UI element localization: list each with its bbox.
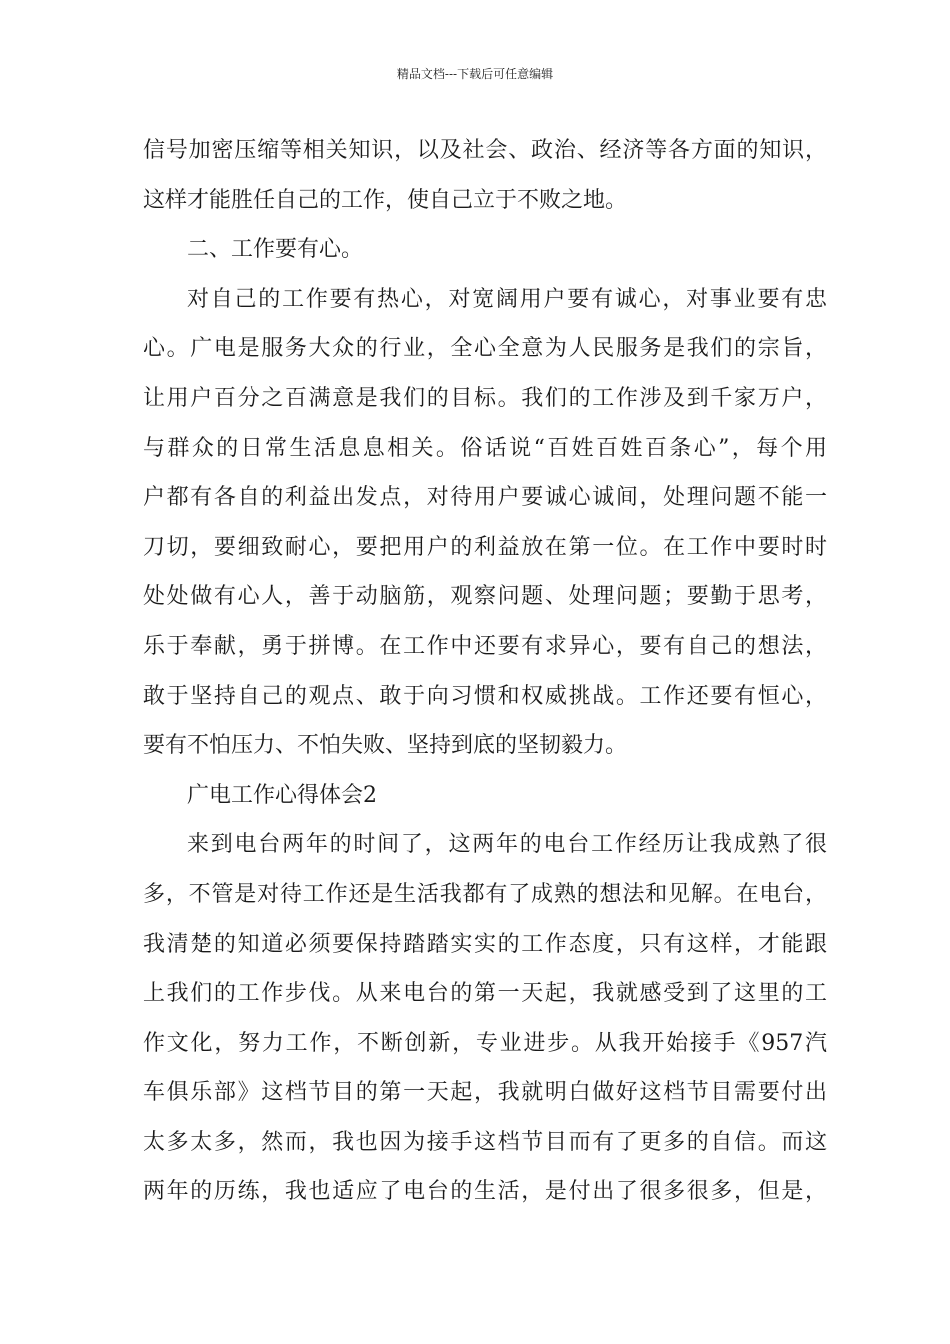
text-line: 刀切，要细致耐心，要把用户的利益放在第一位。在工作中要时时 (143, 534, 827, 560)
text-line: 来到电台两年的时间了，这两年的电台工作经历让我成熟了很 (187, 832, 827, 858)
paragraph (143, 820, 827, 1217)
text-line: 多，不管是对待工作还是生活我都有了成熟的想法和见解。在电台， (143, 881, 827, 907)
text-line: 乐于奉献，勇于拼博。在工作中还要有求异心，要有自己的想法， (143, 633, 827, 659)
text-line: 广电工作心得体会2 (187, 782, 377, 808)
document-body (143, 126, 827, 1217)
text-line: 二、工作要有心。 (187, 237, 364, 263)
text-line: 我清楚的知道必须要保持踏踏实实的工作态度，只有这样，才能跟 (143, 931, 827, 957)
text-line: 让用户百分之百满意是我们的目标。我们的工作涉及到千家万户， (143, 385, 827, 411)
page-header: 精品文档---下载后可任意编辑 (396, 67, 554, 81)
text-line: 对自己的工作要有热心，对宽阔用户要有诚心，对事业要有忠 (187, 286, 827, 312)
text-line: 信号加密压缩等相关知识，以及社会、政治、经济等各方面的知识， (143, 138, 827, 163)
text-line: 两年的历练，我也适应了电台的生活，是付出了很多很多，但是， (143, 1179, 827, 1205)
text-line: 这样才能胜任自己的工作，使自己立于不败之地。 (143, 187, 628, 213)
text-line: 户都有各自的利益出发点，对待用户要诚心诚间，处理问题不能一 (143, 485, 827, 511)
paragraph (143, 275, 827, 771)
text-line: 太多太多，然而，我也因为接手这档节目而有了更多的自信。而这 (143, 1129, 827, 1155)
section-heading (143, 225, 827, 275)
text-line: 上我们的工作步伐。从来电台的第一天起，我就感受到了这里的工 (143, 981, 827, 1007)
paragraph (143, 126, 827, 225)
text-line: 要有不怕压力、不怕失败、坚持到底的坚韧毅力。 (143, 733, 628, 759)
text-line: 敢于坚持自己的观点、敢于向习惯和权威挑战。工作还要有恒心， (143, 683, 827, 709)
text-line: 与群众的日常生活息息相关。俗话说“百姓百姓百条心”，每个用 (143, 435, 827, 461)
text-line: 作文化，努力工作，不断创新，专业进步。从我开始接手《957汽 (143, 1030, 827, 1056)
text-line: 车俱乐部》这档节目的第一天起，我就明白做好这档节目需要付出 (143, 1080, 827, 1106)
text-line: 心。广电是服务大众的行业，全心全意为人民服务是我们的宗旨， (143, 336, 827, 362)
section-heading (143, 771, 827, 821)
text-line: 处处做有心人，善于动脑筋，观察问题、处理问题；要勤于思考， (143, 584, 827, 610)
